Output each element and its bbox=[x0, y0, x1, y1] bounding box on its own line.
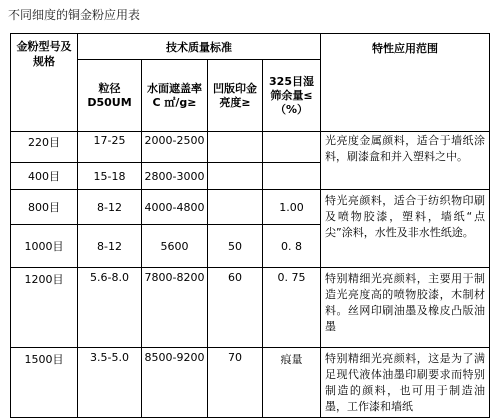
table-row bbox=[11, 190, 490, 225]
cell-model: 400目 bbox=[11, 163, 78, 190]
cell-model: 1500目 bbox=[11, 348, 78, 418]
cell-brightness bbox=[208, 132, 263, 163]
cell-model: 1000目 bbox=[11, 225, 78, 268]
table-row bbox=[11, 348, 490, 418]
cell-coverage: 4000-4800 bbox=[142, 190, 208, 225]
cell-brightness bbox=[208, 163, 263, 190]
header-model: 金粉型号及规格 bbox=[11, 34, 78, 132]
cell-model: 1200目 bbox=[11, 268, 78, 348]
cell-coverage: 8500-9200 bbox=[142, 348, 208, 418]
cell-coverage: 2800-3000 bbox=[142, 163, 208, 190]
header-tech-standard: 技术质量标准 bbox=[78, 34, 321, 60]
cell-particle: 8-12 bbox=[78, 225, 142, 268]
cell-sieve bbox=[263, 132, 321, 163]
cell-sieve: 0. 75 bbox=[263, 268, 321, 348]
header-coverage: 水面遮盖率C ㎡/g≥ bbox=[142, 60, 208, 132]
cell-application: 特别精细光亮颜料，这是为了满足现代液体油墨印刷要求而特别制造的颜料，也可用于制造油墨，工作漆和墙纸 bbox=[321, 348, 490, 418]
cell-particle: 5.6-8.0 bbox=[78, 268, 142, 348]
header-sieve-residue: 325目湿筛余量≤（%） bbox=[263, 60, 321, 132]
cell-brightness: 50 bbox=[208, 225, 263, 268]
cell-application: 特别精细光亮颜料，主要用于制造光亮度高的喷物胶漆，木制材料。丝网印刷油墨及橡皮凸版油墨 bbox=[321, 268, 490, 348]
cell-brightness bbox=[208, 190, 263, 225]
cell-particle: 15-18 bbox=[78, 163, 142, 190]
cell-coverage: 2000-2500 bbox=[142, 132, 208, 163]
cell-brightness: 60 bbox=[208, 268, 263, 348]
cell-application: 特光亮颜料，适合于纺织物印刷及喷物胶漆，塑料，墙纸“点尖”涂料，水性及非水性纸途。 bbox=[321, 190, 490, 268]
cell-particle: 3.5-5.0 bbox=[78, 348, 142, 418]
cell-particle: 17-25 bbox=[78, 132, 142, 163]
cell-brightness: 70 bbox=[208, 348, 263, 418]
cell-sieve: 0. 8 bbox=[263, 225, 321, 268]
cell-application: 光亮度金属颜料，适合于墙纸涂料，刷漆盒和并入塑料之中。 bbox=[321, 132, 490, 190]
table-row bbox=[11, 132, 490, 163]
cell-model: 800目 bbox=[11, 190, 78, 225]
header-brightness: 凹版印金亮度≥ bbox=[208, 60, 263, 132]
cell-sieve: 1.00 bbox=[263, 190, 321, 225]
cell-sieve bbox=[263, 163, 321, 190]
copper-gold-powder-table bbox=[10, 33, 490, 418]
table-row bbox=[11, 268, 490, 348]
header-application: 特性应用范围 bbox=[321, 34, 490, 132]
cell-model: 220目 bbox=[11, 132, 78, 163]
cell-coverage: 7800-8200 bbox=[142, 268, 208, 348]
cell-coverage: 5600 bbox=[142, 225, 208, 268]
page-title: 不同细度的铜金粉应用表 bbox=[8, 8, 141, 22]
cell-particle: 8-12 bbox=[78, 190, 142, 225]
header-particle-size: 粒径 D50UM bbox=[78, 60, 142, 132]
cell-sieve: 痕量 bbox=[263, 348, 321, 418]
